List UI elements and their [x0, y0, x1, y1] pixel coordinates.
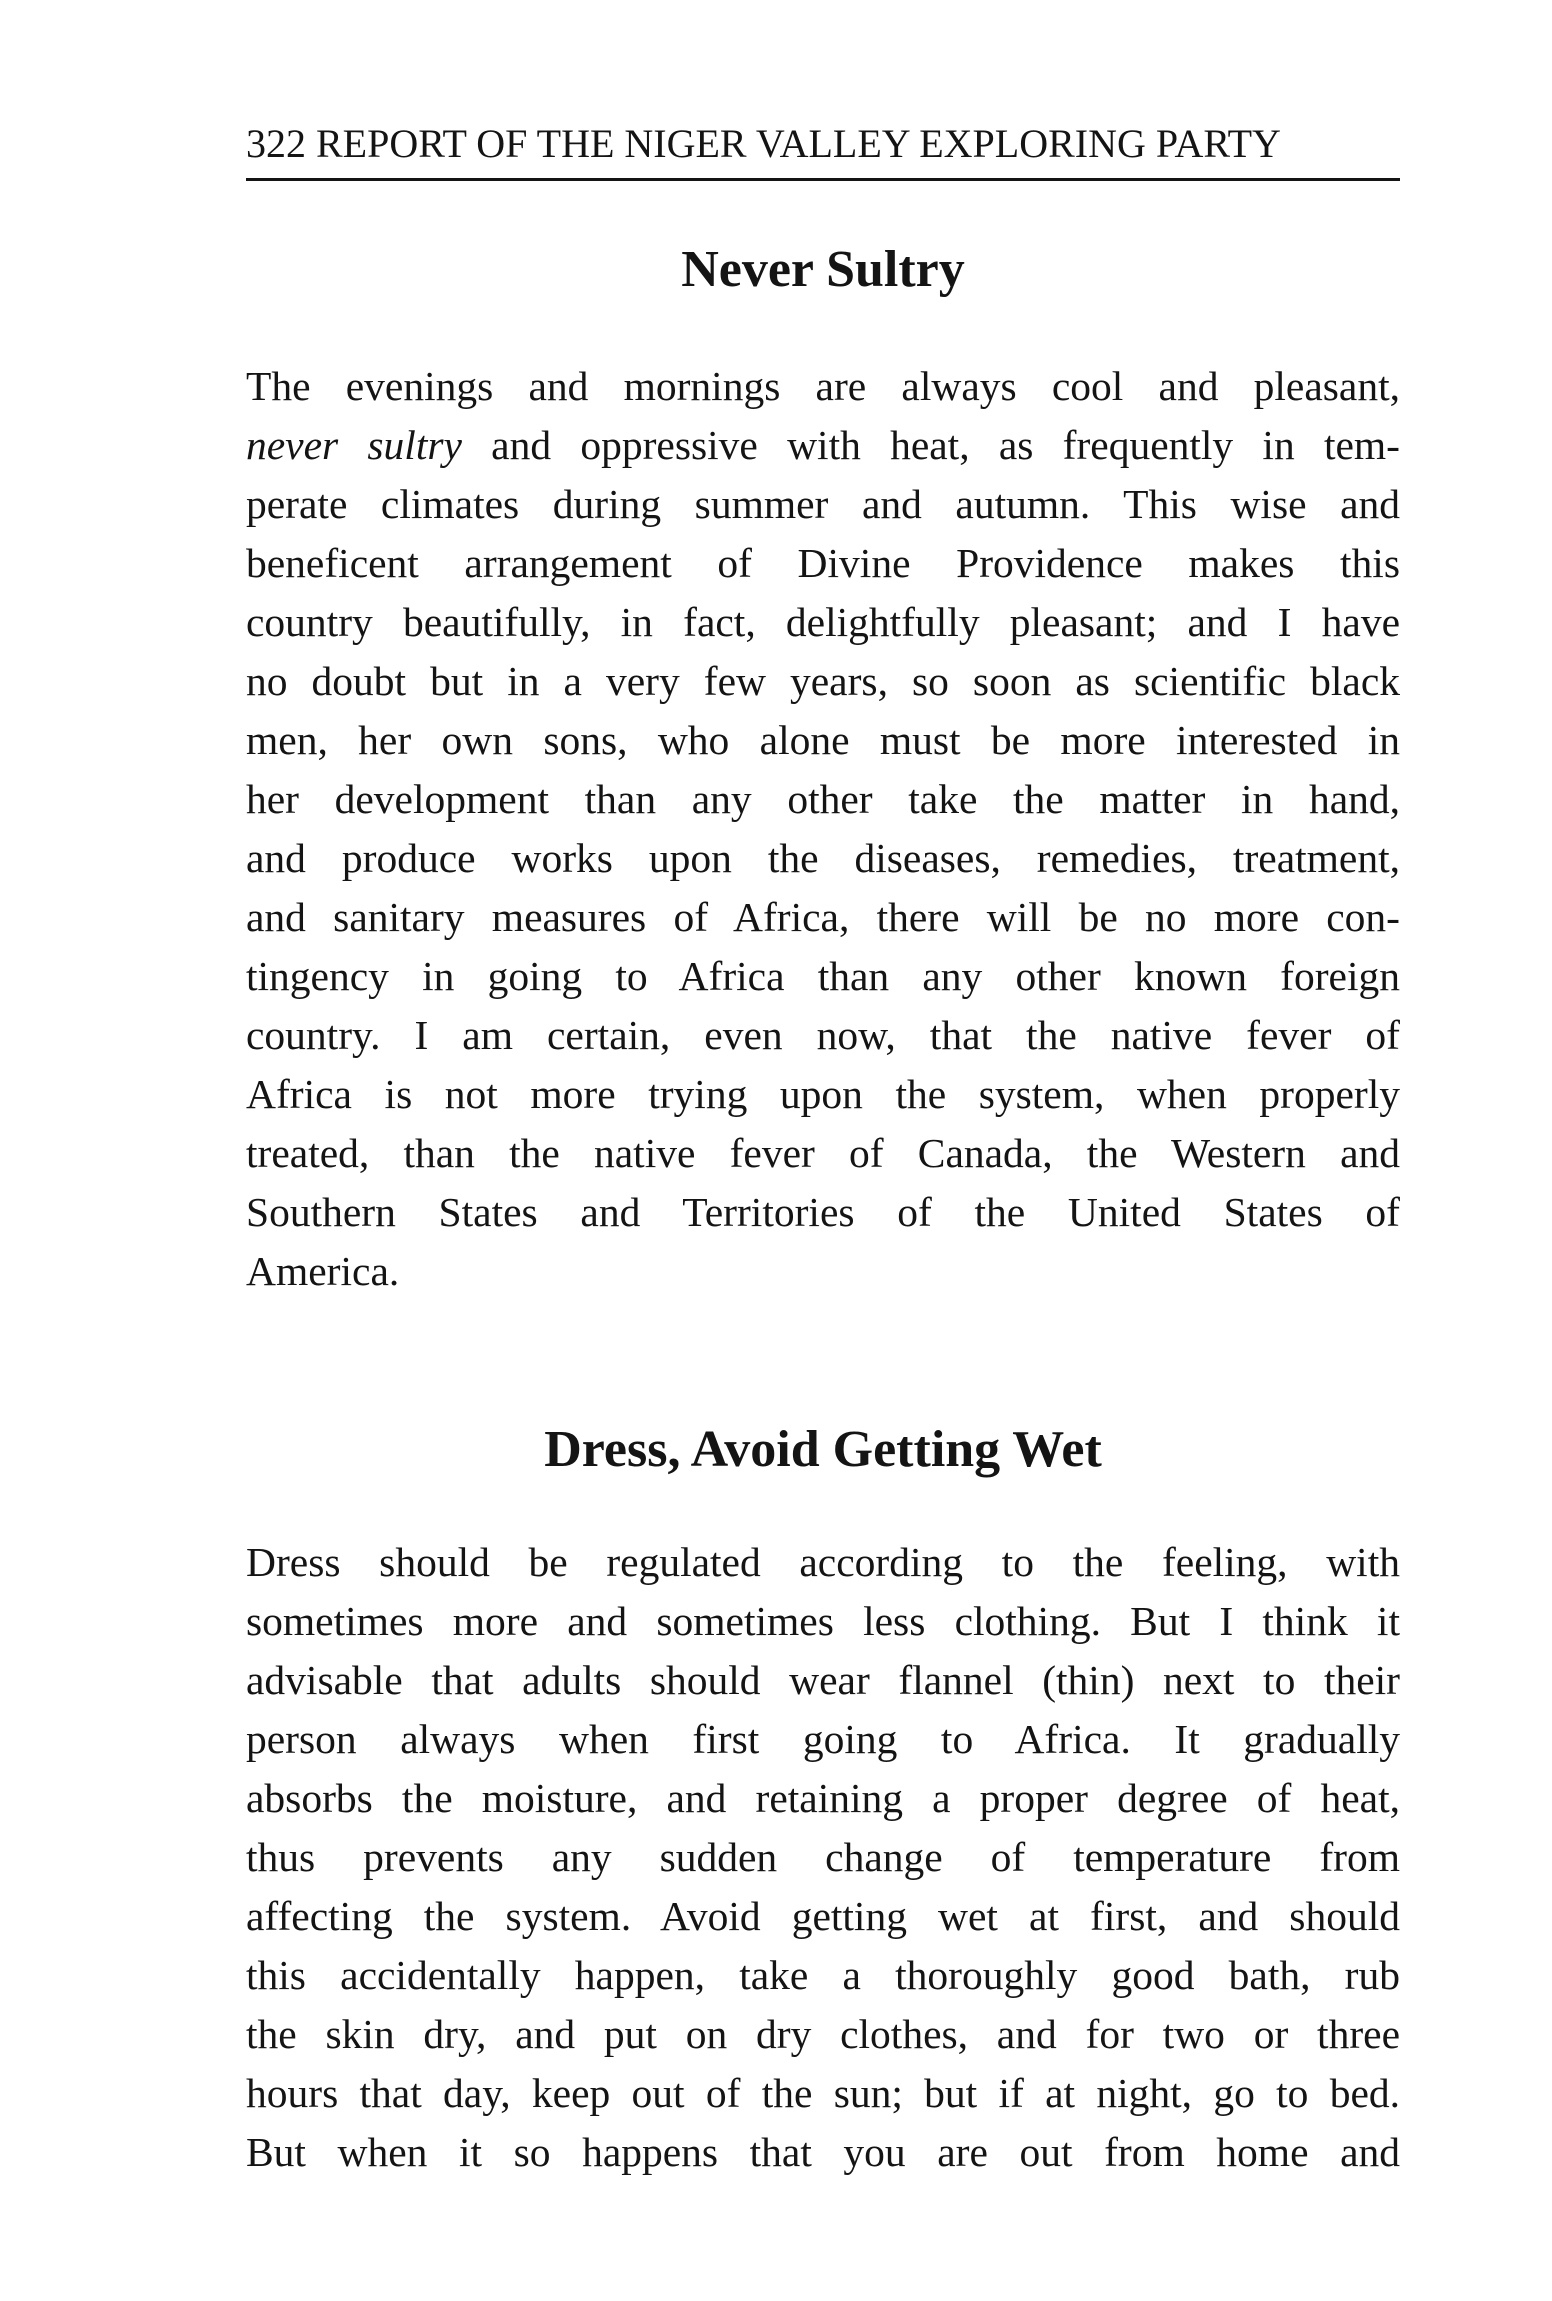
text-line: affecting the system. Avoid getting wet at first, and should — [246, 1893, 1400, 1939]
text-line: But when it so happens that you are out from home and — [246, 2129, 1400, 2175]
text-line: no doubt but in a very few years, so soon as scientific black — [246, 658, 1400, 704]
text-line: perate climates during summer and autumn. This wise and — [246, 481, 1400, 527]
running-title: REPORT OF THE NIGER VALLEY EXPLORING PARTY — [316, 121, 1281, 166]
paragraph-never-sultry — [246, 357, 1400, 1301]
text-line: absorbs the moisture, and retaining a proper degree of heat, — [246, 1775, 1400, 1821]
section-heading-dress: Dress, Avoid Getting Wet — [544, 1421, 1102, 1478]
text-line: and produce works upon the diseases, remedies, treatment, — [246, 835, 1400, 881]
italic-emphasis: never sultry — [246, 422, 462, 468]
text-line: the skin dry, and put on dry clothes, and for two or three — [246, 2011, 1400, 2057]
text-line: men, her own sons, who alone must be more interested in — [246, 717, 1400, 763]
text-line: country beautifully, in fact, delightfully pleasant; and I have — [246, 599, 1400, 645]
text-line: tingency in going to Africa than any other known foreign — [246, 953, 1400, 999]
text-line: Africa is not more trying upon the system, when properly — [246, 1071, 1400, 1117]
header-rule — [246, 178, 1400, 181]
text-line: Dress should be regulated according to the feeling, with — [246, 1539, 1400, 1585]
paragraph-dress — [246, 1533, 1400, 2182]
text-line: never sultry and oppressive with heat, as frequently in tem- — [246, 422, 1400, 468]
text-line: America. — [246, 1248, 400, 1294]
text-line: advisable that adults should wear flannel (thin) next to their — [246, 1657, 1400, 1703]
text-line: thus prevents any sudden change of temperature from — [246, 1834, 1400, 1880]
text-line: beneficent arrangement of Divine Providence makes this — [246, 540, 1400, 586]
page-number: 322 — [246, 121, 306, 166]
text-line: sometimes more and sometimes less clothing. But I think it — [246, 1598, 1400, 1644]
running-head — [246, 120, 1400, 168]
text-line: person always when first going to Africa. It gradually — [246, 1716, 1400, 1762]
text-line: hours that day, keep out of the sun; but if at night, go to bed. — [246, 2070, 1400, 2116]
text-line: treated, than the native fever of Canada, the Western and — [246, 1130, 1400, 1176]
text-line: and sanitary measures of Africa, there will be no more con- — [246, 894, 1400, 940]
text-line: country. I am certain, even now, that the native fever of — [246, 1012, 1400, 1058]
text-line: this accidentally happen, take a thoroughly good bath, rub — [246, 1952, 1400, 1998]
text-line: The evenings and mornings are always cool and pleasant, — [246, 363, 1400, 409]
text-line: Southern States and Territories of the United States of — [246, 1189, 1400, 1235]
section-heading-never-sultry: Never Sultry — [681, 241, 965, 298]
text-line: her development than any other take the matter in hand, — [246, 776, 1400, 822]
